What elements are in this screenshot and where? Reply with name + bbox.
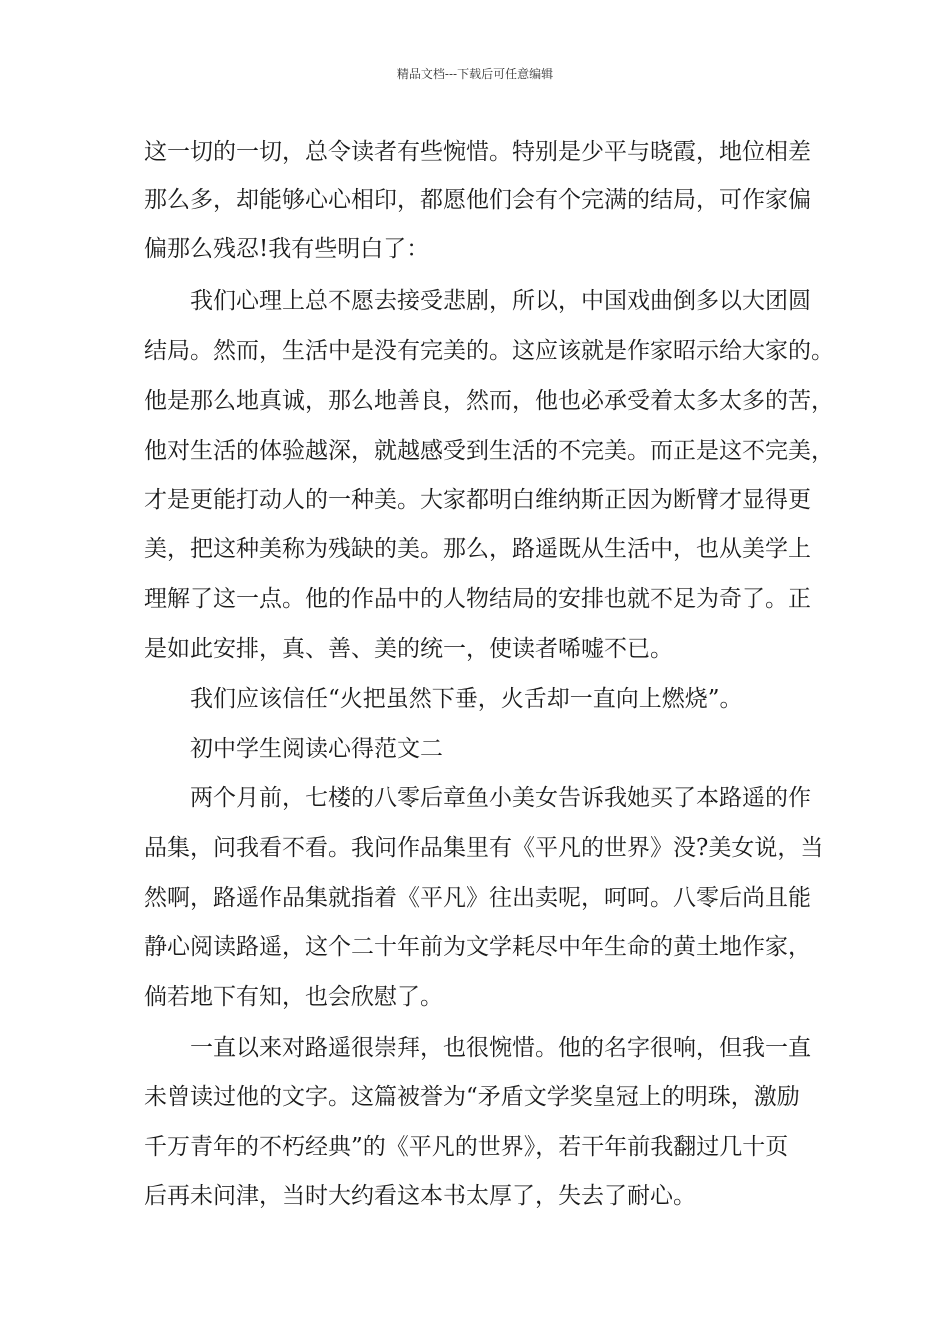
text-line: 品集，问我看不看。我问作品集里有《平凡的世界》没?美女说，当: [144, 835, 824, 861]
text-line: 美，把这种美称为残缺的美。那么，路遥既从生活中，也从美学上: [144, 536, 811, 562]
text-line: 然啊，路遥作品集就指着《平凡》往出卖呢，呵呵。八零后尚且能: [144, 885, 811, 911]
text-line: 偏那么残忍!我有些明白了：: [144, 236, 430, 262]
text-line: 后再未问津，当时大约看这本书太厚了，失去了耐心。: [144, 1183, 696, 1209]
text-line: 理解了这一点。他的作品中的人物结局的安排也就不足为奇了。正: [144, 586, 811, 612]
text-line: 他对生活的体验越深，就越感受到生活的不完美。而正是这不完美，: [144, 438, 834, 464]
text-line: 我们心理上总不愿去接受悲剧，所以，中国戏曲倒多以大团圆: [190, 288, 811, 314]
text-line: 才是更能打动人的一种美。大家都明白维纳斯正因为断臂才显得更: [144, 487, 811, 513]
text-line: 两个月前，七楼的八零后章鱼小美女告诉我她买了本路遥的作: [190, 785, 811, 811]
text-line: 未曾读过他的文字。这篇被誉为“矛盾文学奖皇冠上的明珠，激励: [144, 1084, 800, 1110]
text-line: 千万青年的不朽经典”的《平凡的世界》，若干年前我翻过几十页: [144, 1134, 789, 1160]
text-line: 他是那么地真诚，那么地善良，然而，他也必承受着太多太多的苦，: [144, 388, 834, 414]
text-line: 静心阅读路遥，这个二十年前为文学耗尽中年生命的黄土地作家，: [144, 934, 811, 960]
text-line: 倘若地下有知，也会欣慰了。: [144, 984, 443, 1010]
text-line: 这一切的一切，总令读者有些惋惜。特别是少平与晓霞，地位相差: [144, 139, 811, 165]
text-line: 是如此安排，真、善、美的统一，使读者唏嘘不已。: [144, 636, 673, 662]
text-line: 那么多，却能够心心相印，都愿他们会有个完满的结局，可作家偏: [144, 187, 811, 213]
text-line: 结局。然而，生活中是没有完美的。这应该就是作家昭示给大家的。: [144, 338, 834, 364]
page-header: 精品文档---下载后可任意编辑: [396, 67, 554, 81]
section-heading: 初中学生阅读心得范文二: [190, 736, 443, 762]
text-line: 一直以来对路遥很崇拜，也很惋惜。他的名字很响，但我一直: [190, 1035, 811, 1061]
text-line: 我们应该信任“火把虽然下垂，火舌却一直向上燃烧”。: [190, 686, 743, 712]
